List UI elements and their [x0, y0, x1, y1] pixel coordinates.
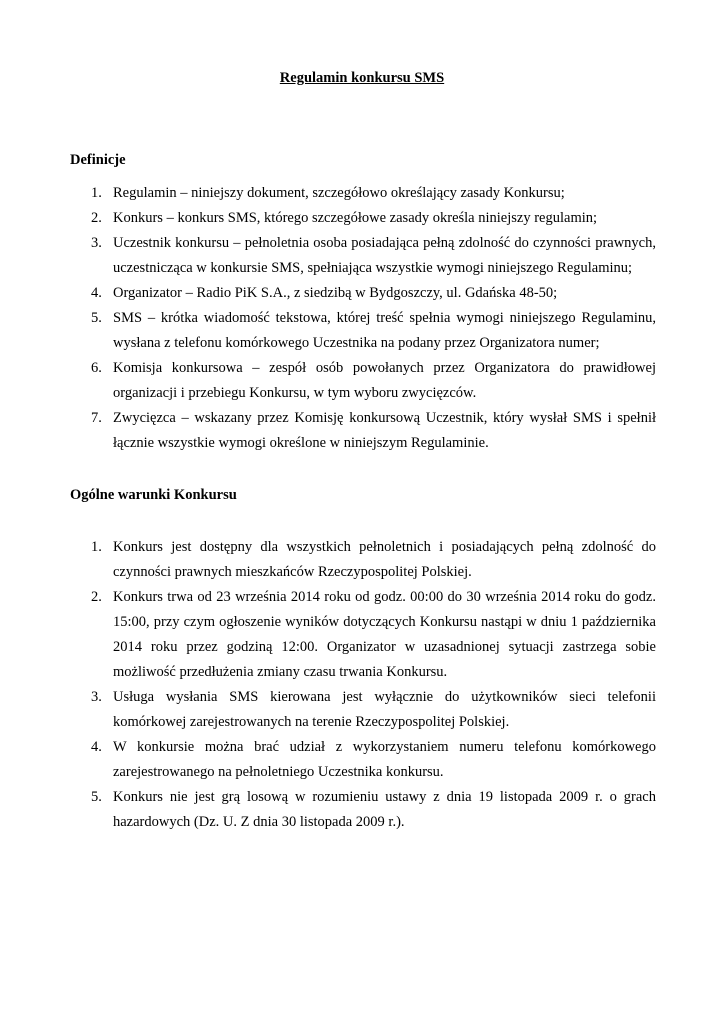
- list-item-number: 1.: [91, 185, 102, 201]
- list-item: [70, 585, 656, 685]
- general-conditions-list: [70, 535, 656, 835]
- list-item: [70, 206, 656, 231]
- list-item: [70, 735, 656, 785]
- document-title: Regulamin konkursu SMS: [279, 70, 445, 86]
- list-item-text: Zwycięzca – wskazany przez Komisję konkursową Uczestnik, który wysłał SMS i spełnił łącznie wszystkie wymogi określone w niniejszym Regulaminie.: [113, 410, 656, 451]
- definitions-list: [70, 181, 656, 456]
- list-item-text: Komisja konkursowa – zespół osób powołanych przez Organizatora do prawidłowej organizacji i przebiegu Konkursu, w tym wyboru zwycięzców.: [113, 360, 656, 401]
- list-item-number: 1.: [91, 539, 102, 555]
- list-item-text: SMS – krótka wiadomość tekstowa, której treść spełnia wymogi niniejszego Regulaminu, wysłana z telefonu komórkowego Uczestnika na podany przez Organizatora numer;: [113, 310, 656, 351]
- list-item-number: 2.: [91, 589, 102, 605]
- list-item-number: 6.: [91, 360, 102, 376]
- list-item-number: 3.: [91, 235, 102, 251]
- list-item-text: W konkursie można brać udział z wykorzystaniem numeru telefonu komórkowego zarejestrowanego na pełnoletniego Uczestnika konkursu.: [113, 739, 656, 780]
- list-item-number: 5.: [91, 789, 102, 805]
- section-heading-definitions: Definicje: [70, 152, 126, 168]
- list-item-text: Usługa wysłania SMS kierowana jest wyłącznie do użytkowników sieci telefonii komórkowej zarejestrowanych na terenie Rzeczypospolitej Polskiej.: [113, 689, 656, 730]
- list-item: [70, 306, 656, 356]
- list-item: [70, 281, 656, 306]
- list-item-number: 4.: [91, 285, 102, 301]
- list-item-number: 2.: [91, 210, 102, 226]
- list-item-text: Konkurs – konkurs SMS, którego szczegółowe zasady określa niniejszy regulamin;: [113, 210, 598, 226]
- list-item-text: Regulamin – niniejszy dokument, szczegółowo określający zasady Konkursu;: [113, 185, 565, 201]
- list-item-text: Konkurs nie jest grą losową w rozumieniu ustawy z dnia 19 listopada 2009 r. o grach hazardowych (Dz. U. Z dnia 30 listopada 2009 r.).: [113, 789, 656, 830]
- list-item: [70, 231, 656, 281]
- list-item-number: 3.: [91, 689, 102, 705]
- list-item-number: 7.: [91, 410, 102, 426]
- list-item-number: 4.: [91, 739, 102, 755]
- list-item-text: Konkurs jest dostępny dla wszystkich pełnoletnich i posiadających pełną zdolność do czynności prawnych mieszkańców Rzeczypospolitej Polskiej.: [113, 539, 656, 580]
- list-item: [70, 685, 656, 735]
- list-item-number: 5.: [91, 310, 102, 326]
- list-item-text: Organizator – Radio PiK S.A., z siedzibą w Bydgoszczy, ul. Gdańska 48-50;: [113, 285, 558, 301]
- list-item: [70, 406, 656, 456]
- list-item: [70, 356, 656, 406]
- list-item: [70, 181, 656, 206]
- list-item: [70, 535, 656, 585]
- list-item-text: Uczestnik konkursu – pełnoletnia osoba posiadająca pełną zdolność do czynności prawnych, uczestnicząca w konkursie SMS, spełniająca wszystkie wymogi niniejszego Regulaminu;: [113, 235, 656, 276]
- section-heading-general-conditions: Ogólne warunki Konkursu: [70, 487, 237, 503]
- list-item-text: Konkurs trwa od 23 września 2014 roku od godz. 00:00 do 30 września 2014 roku do godz. 15:00, przy czym ogłoszenie wyników dotyczących Konkursu nastąpi w dniu 1 października 2014 roku przez godziną 12:00. Organizator w uzasadnionej sytuacji zastrzega sobie możliwość przedłużenia zmiany czasu trwania Konkursu.: [113, 589, 656, 680]
- list-item: [70, 785, 656, 835]
